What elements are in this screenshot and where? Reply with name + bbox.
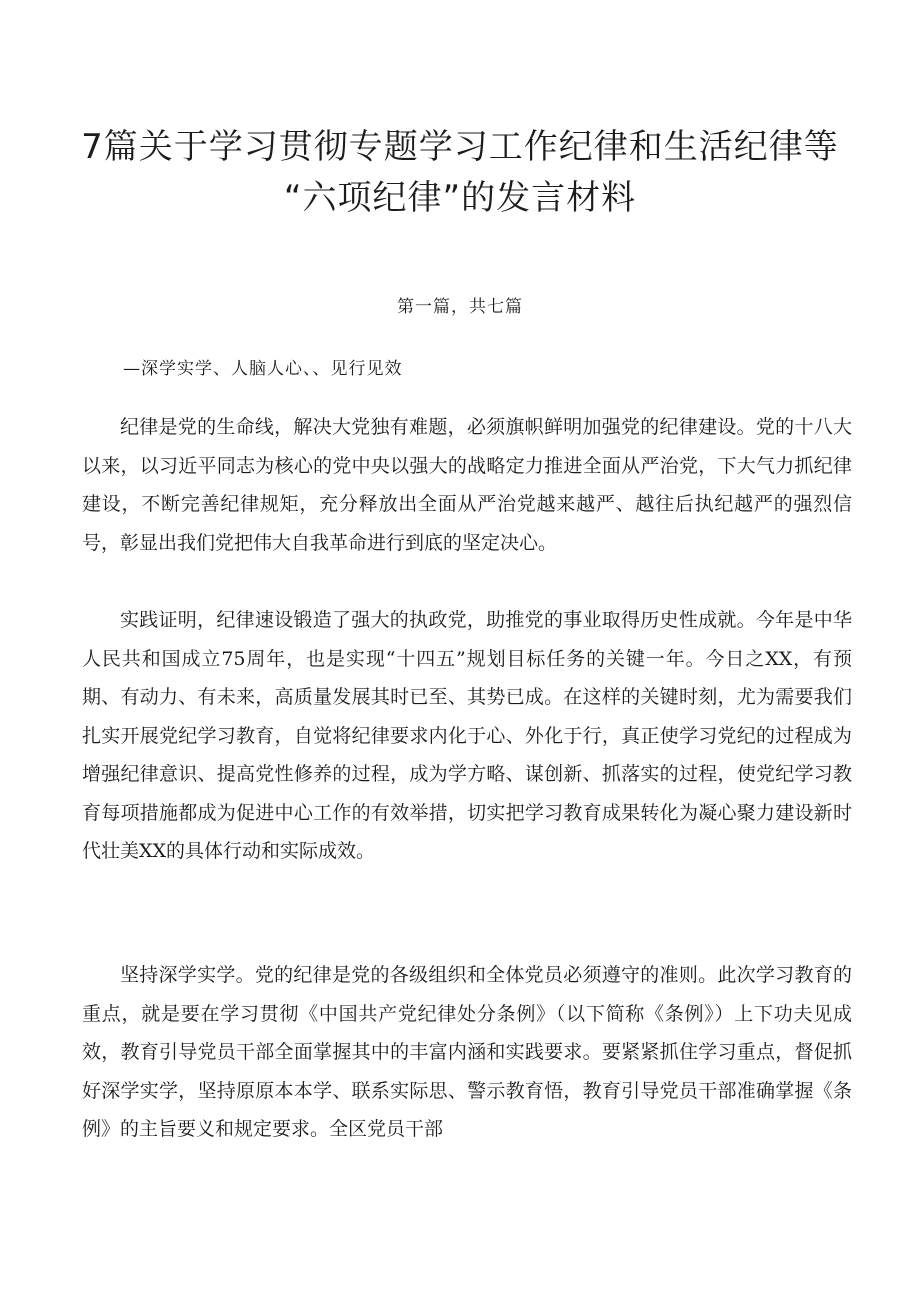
paragraph-3: 坚持深学实学。党的纪律是党的各级组织和全体党员必须遵守的准则。此次学习教育的重点，就是要在学习贯彻《中国共产党纪律处分条例》（以下简称《条例》）上下功夫见成效，教育引导党员干部全面掌握其中的丰富内涵和实践要求。要紧紧抓住学习重点，督促抓好深学实学，坚持原原本本学、联系实际思、警示教育悟，教育引导党员干部准确掌握《条例》的主旨要义和规定要求。全区党员干部 — [82, 964, 852, 1140]
paragraph-2: 实践证明，纪律速设锻造了强大的执政党，助推党的事业取得历史性成就。今年是中华人民共和国成立75周年，也是实现“十四五”规划目标任务的关键一年。今日之XX，有预期、有动力、有未来，高质量发展其时已至、其势已成。在这样的关键时刻，尤为需要我们扎实开展党纪学习教育，自觉将纪律要求内化于心、外化于行，真正使学习党纪的过程成为增强纪律意识、提高党性修养的过程，成为学方略、谋创新、抓落实的过程，使党纪学习教育每项措施都成为促进中心工作的有效举措，切实把学习教育成果转化为凝心聚力建设新时代壮美XX的具体行动和实际成效。 — [82, 609, 852, 862]
document-title-line-1: 7篇关于学习贯彻专题学习工作纪律和生活纪律等 — [81, 127, 839, 167]
document-title-line-2: “六项纪律”的发言材料 — [283, 178, 637, 218]
paragraph-1: 纪律是党的生命线，解决大党独有难题，必须旗帜鲜明加强党的纪律建设。党的十八大以来，以习近平同志为核心的党中央以强大的战略定力推进全面从严治党，下大气力抓纪律建设，不断完善纪律规矩，充分释放出全面从严治党越来越严、越往后执纪越严的强烈信号，彰显出我们党把伟大自我革命进行到底的坚定决心。 — [82, 416, 852, 554]
section-subtitle: —深学实学、人脑人心、、见行见效 — [123, 359, 403, 379]
part-label: 第一篇，共七篇 — [397, 297, 523, 317]
